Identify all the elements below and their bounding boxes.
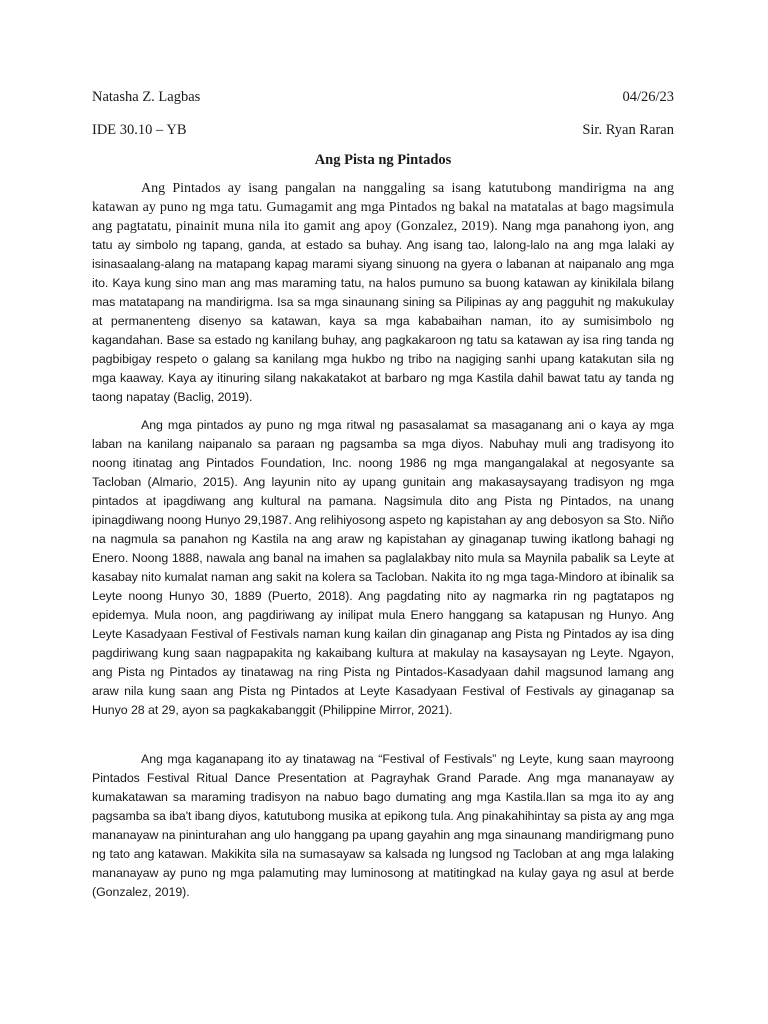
paragraph-1-text: Nang mga panahong iyon, ang tatu ay simbolo ng tapang, ganda, at estado sa buhay. Ang isang tao, lalong-lalo na ang mga lalaki ay isinasaalang-alang na matapang kapag marami siyang sinuong na gyera o labanan at naipanalo ang mga ito. Kaya kung sino man ang mas maraming tatu, na halos pumuno sa buong katawan ay kinikilala bilang mas matatapang na mandirigma. Isa sa mga sinaunang sining sa Pilipinas ay ang pagguhit ng makukulay at permanenteng disenyo sa katawan, kaya sa mga kababaihan naman, ito ay sumisimbolo ng kagandahan. Base sa estado ng kanilang buhay, ang pagkakaroon ng tatu sa katawan ay isa ring tanda ng pagbibigay respeto o galang sa kanilang mga hukbo ng tribo na nagiging sanhi upang katakutan sila ng mga kaaway. Kaya ay itinuring silang nakakatakot at barbaro ng mga Kastila dahil bawat tatu ay tanda ng taong napatay (Baclig, 2019). (92, 219, 675, 404)
document-title: Ang Pista ng Pintados (314, 152, 452, 168)
paragraph-1-serif-text: Ang Pintados ay isang pangalan na nanggaling sa isang katutubong mandirigma na ang katawan ay puno ng mga tatu. Gumagamit ang mga Pintados ng bakal na matatalas at bago magsimula ang pagtatatu, pinainit muna nila ito gamit ang apoy (Gonzalez, 2019). (92, 181, 674, 234)
paragraph-1 (92, 179, 674, 407)
header-row-course-instructor (92, 121, 674, 139)
author-name: Natasha Z. Lagbas (92, 89, 201, 105)
instructor-name: Sir. Ryan Raran (582, 122, 674, 138)
course-code: IDE 30.10 – YB (92, 122, 187, 138)
document-page (92, 0, 674, 1024)
document-date: 04/26/23 (622, 89, 674, 105)
header-row-author-date (92, 88, 674, 106)
paragraph-2: Ang mga pintados ay puno ng mga ritwal ng pasasalamat sa masaganang ani o kaya ay mga laban na kanilang naipanalo sa paraan ng pagsamba sa mga diyos. Nabuhay muli ang tradisyong ito noong itinatag ang Pintados Foundation, Inc. noong 1986 ng mga mangangalakal at negosyante sa Tacloban (Almario, 2015). Ang layunin nito ay upang gunitain ang makasaysayang tradisyon ng mga pintados at ipagdiwang ang kultural na pamana. Nagsimula dito ang Pista ng Pintados, na unang ipinagdiwang noong Hunyo 29,1987. Ang relihiyosong aspeto ng kapistahan ay ang debosyon sa Sto. Niño na nagmula sa panahon ng Kastila na ang araw ng kapistahan ay ginaganap tuwing ikatlong bahagi ng Enero. Noong 1888, nawala ang banal na imahen sa paglalakbay nito mula sa Maynila pabalik sa Leyte at kasabay nito kumalat naman ang sakit na kolera sa Tacloban. Nakita ito ng mga taga-Mindoro at ibinalik sa Leyte noong Hunyo 30, 1889 (Puerto, 2018). Ang pagdating nito ay nagmarka rin ng pagtatapos ng epidemya. Mula noon, ang pagdiriwang ay inilipat mula Enero hanggang sa katapusan ng Hunyo. Ang Leyte Kasadyaan Festival of Festivals naman kung kailan din ginaganap ang Pista ng Pintados ay isa ding pagdiriwang kung saan nagpapakita ng kakaibang kultura at makulay na kasaysayan ng Leyte. Ngayon, ang Pista ng Pintados ay tinatawag na ring Pista ng Pintados-Kasadyaan dahil magsunod lamang ang araw nila kung saan ang Pista ng Pintados at Leyte Kasadyaan Festival of Festivals ay ginaganap sa Hunyo 28 at 29, ayon sa pagkakabanggit (Philippine Mirror, 2021). (92, 418, 674, 717)
paragraph-3: Ang mga kaganapang ito ay tinatawag na “Festival of Festivals” ng Leyte, kung saan mayroong Pintados Festival Ritual Dance Presentation at Pagrayhak Grand Parade. Ang mga mananayaw ay kumakatawan sa maraming tradisyon na nabuo bago dumating ang mga Kastila.Ilan sa mga ito ay ang pagsamba sa iba't ibang diyos, katutubong musika at epikong tula. Ang pinakahihintay sa pista ay ang mga mananayaw na pininturahan ang ulo hanggang pa upang gayahin ang mga sinaunang mandirigmang puno ng tato ang katawan. Makikita sila na sumasayaw sa kalsada ng lungsod ng Tacloban at ang mga lalaking mananayaw ay puno ng mga palamuting may luminosong at matitingkad na kulay gaya ng asul at berde (Gonzalez, 2019). (92, 752, 674, 899)
